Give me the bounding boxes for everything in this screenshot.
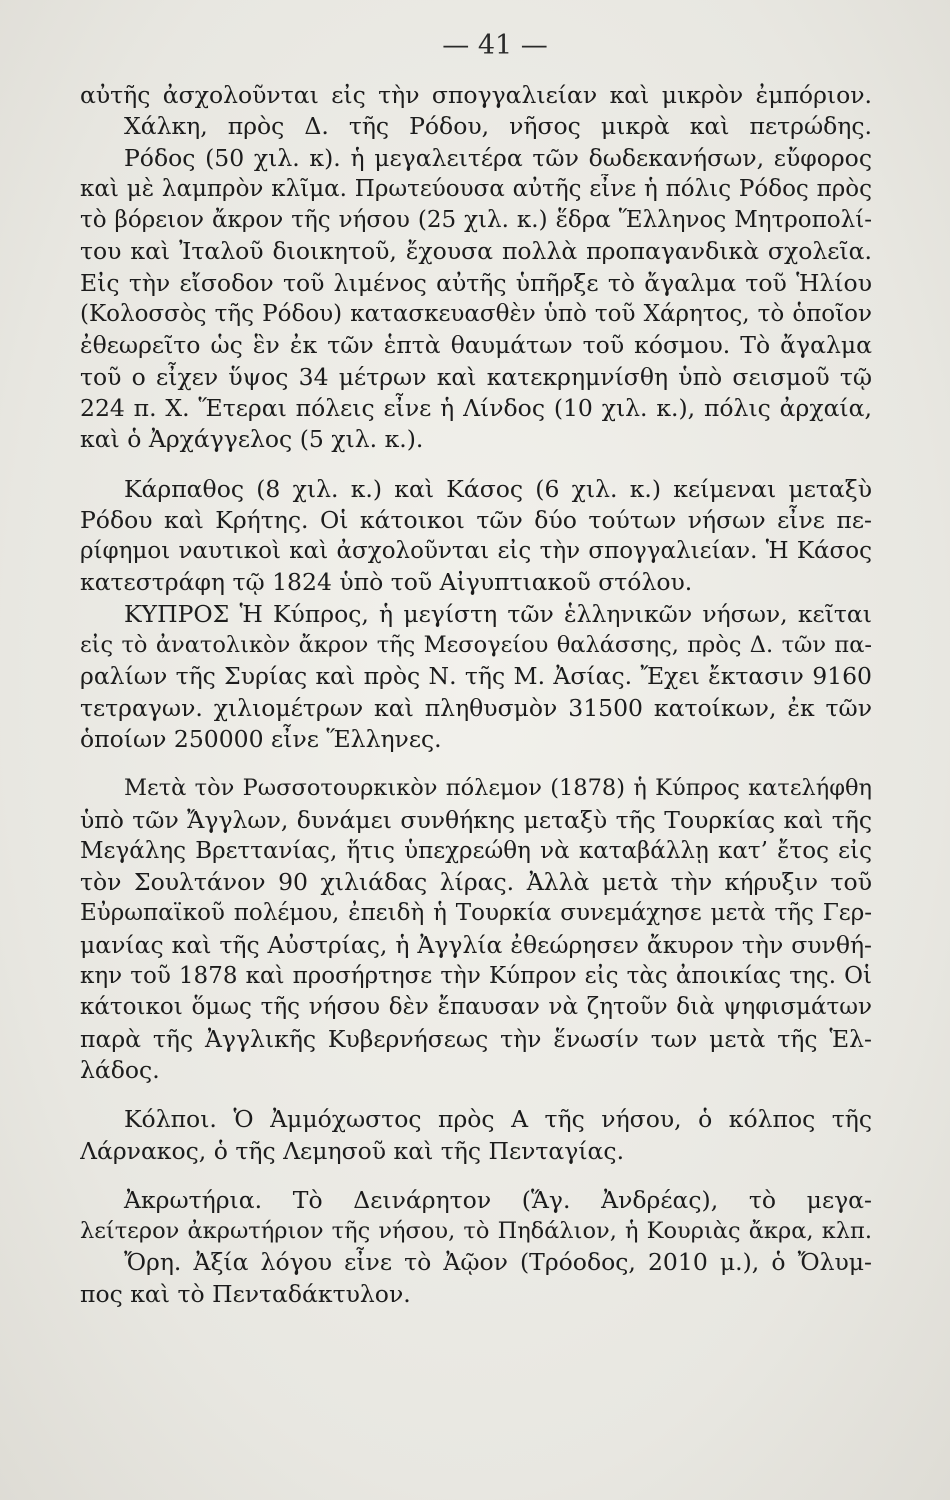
paragraph-capes [80, 1185, 872, 1248]
paragraph-history [80, 773, 872, 1086]
text-line: τὸ βόρειον ἄκρον τῆς νήσου (25 χιλ. κ.) ἕδρα Ἕλληνος Μητροπολί- [80, 207, 872, 234]
text-line: κην τοῦ 1878 καὶ προσήρτησε τὴν Κύπρον εἰς τὰς ἀποικίας της. Οἱ [80, 963, 872, 990]
text-line: ὁποίων 250000 εἶνε Ἕλληνες. [80, 724, 442, 753]
text-line: καὶ ὁ Ἀρχάγγελος (5 χιλ. κ.). [80, 425, 424, 454]
text-line: του καὶ Ἰταλοῦ διοικητοῦ, ἔχουσα πολλὰ προπαγανδικὰ σχολεῖα. [80, 237, 872, 266]
text-line: παρὰ τῆς Ἀγγλικῆς Κυβερνήσεως τὴν ἕνωσίν των μετὰ τῆς Ἑλ- [80, 1024, 872, 1053]
paragraph-mountains [80, 1247, 872, 1310]
text-line: μανίας καὶ τῆς Αὐστρίας, ἡ Ἀγγλία ἐθεώρησεν ἄκυρον τὴν συνθή- [80, 930, 872, 959]
paragraph-gap [80, 1086, 872, 1104]
text-line: ρίφημοι ναυτικοὶ καὶ ἀσχολοῦνται εἰς τὴν σπογγαλιείαν. Ἡ Κάσος [80, 538, 872, 565]
text-line: καὶ μὲ λαμπρὸν κλῖμα. Πρωτεύουσα αὐτῆς εἶνε ἡ πόλις Ρόδος πρὸς [80, 175, 872, 202]
text-line: Εἰς τὴν εἴσοδον τοῦ λιμένος αὐτῆς ὑπῆρξε τὸ ἄγαλμα τοῦ Ἡλίου [80, 268, 872, 297]
text-line: τοῦ ο εἶχεν ὕψος 34 μέτρων καὶ κατεκρημνίσθη ὑπὸ σεισμοῦ τῷ [80, 362, 872, 391]
paragraph-gap [80, 456, 872, 474]
paragraph-gulfs [80, 1104, 872, 1167]
text-line: αὐτῆς ἀσχολοῦνται εἰς τὴν σπογγαλιείαν καὶ μικρὸν ἐμπόριον. [80, 81, 872, 109]
text-line: εἰς τὸ ἀνατολικὸν ἄκρον τῆς Μεσογείου θαλάσσης, πρὸς Δ. τῶν πα- [80, 632, 872, 659]
text-line: Κόλποι. Ὁ Ἀμμόχωστος πρὸς Α τῆς νήσου, ὁ κόλπος τῆς [124, 1105, 872, 1134]
text-line: ὑπὸ τῶν Ἄγγλων, δυνάμει συνθήκης μεταξὺ τῆς Τουρκίας καὶ τῆς [80, 805, 872, 834]
body-text [80, 80, 872, 1310]
paragraph-cyprus [80, 599, 872, 755]
text-line: Ρόδου καὶ Κρήτης. Οἱ κάτοικοι τῶν δύο τούτων νήσων εἶνε πε- [80, 505, 872, 534]
text-line: τὸν Σουλτάνον 90 χιλιάδας λίρας. Ἀλλὰ μετὰ τὴν κήρυξιν τοῦ [80, 868, 872, 897]
text-line: Εὐρωπαϊκοῦ πολέμου, ἐπειδὴ ἡ Τουρκία συνεμάχησε μετὰ τῆς Γερ- [80, 900, 872, 927]
paragraph-karpathos [80, 474, 872, 599]
text-line: ραλίων τῆς Συρίας καὶ πρὸς Ν. τῆς Μ. Ἀσίας. Ἔχει ἔκτασιν 9160 [80, 662, 872, 691]
text-line: Λάρνακος, ὁ τῆς Λεμησοῦ καὶ τῆς Πενταγίας. [80, 1136, 625, 1165]
text-line: λάδος. [80, 1055, 160, 1084]
text-line: λείτερον ἀκρωτήριον τῆς νήσου, τὸ Πηδάλιον, ἡ Κουριὰς ἄκρα, κλπ. [80, 1218, 872, 1245]
paragraph-gap [80, 755, 872, 773]
text-line: Ἀκρωτήρια. Τὸ Δεινάρητον (Ἅγ. Ἀνδρέας), τὸ μεγα- [124, 1185, 872, 1214]
text-line: ἐθεωρεῖτο ὡς ἓν ἐκ τῶν ἑπτὰ θαυμάτων τοῦ κόσμου. Τὸ ἄγαλμα [80, 331, 872, 360]
text-line: Ὄρη. Ἀξία λόγου εἶνε τὸ Ἀῷον (Τρόοδος, 2010 μ.), ὁ Ὄλυμ- [124, 1248, 872, 1277]
text-line: Χάλκη, πρὸς Δ. τῆς Ρόδου, νῆσος μικρὰ καὶ πετρώδης. [124, 112, 872, 141]
text-line: 224 π. Χ. Ἕτεραι πόλεις εἶνε ἡ Λίνδος (10 χιλ. κ.), πόλις ἀρχαία, [80, 393, 872, 422]
text-line: κάτοικοι ὅμως τῆς νήσου δὲν ἔπαυσαν νὰ ζητοῦν διὰ ψηφισμάτων [80, 994, 872, 1021]
text-line: Ρόδος (50 χιλ. κ). ἡ μεγαλειτέρα τῶν δωδεκανήσων, εὔφορος [124, 143, 872, 172]
text-line: κατεστράφη τῷ 1824 ὑπὸ τοῦ Αἰγυπτιακοῦ στόλου. [80, 568, 693, 597]
paragraph-gap [80, 1167, 872, 1185]
text-line: πος καὶ τὸ Πενταδάκτυλον. [80, 1279, 411, 1308]
text-line: Μετὰ τὸν Ρωσσοτουρκικὸν πόλεμον (1878) ἡ Κύπρος κατελήφθη [124, 775, 872, 802]
paragraph-dodecanese [80, 80, 872, 456]
text-line: τετραγων. χιλιομέτρων καὶ πληθυσμὸν 31500 κατοίκων, ἐκ τῶν [80, 693, 872, 722]
page-number: — 41 — [442, 30, 548, 61]
text-line: Μεγάλης Βρεττανίας, ἥτις ὑπεχρεώθη νὰ καταβάλλῃ κατ’ ἔτος εἰς [80, 837, 872, 864]
text-line: Κάρπαθος (8 χιλ. κ.) καὶ Κάσος (6 χιλ. κ.) κείμεναι μεταξὺ [124, 474, 872, 503]
text-line: ΚΥΠΡΟΣ Ἡ Κύπρος, ἡ μεγίστη τῶν ἑλληνικῶν νήσων, κεῖται [124, 599, 872, 628]
text-line: (Κολοσσὸς τῆς Ρόδου) κατασκευασθὲν ὑπὸ τοῦ Χάρητος, τὸ ὁποῖον [80, 301, 872, 328]
